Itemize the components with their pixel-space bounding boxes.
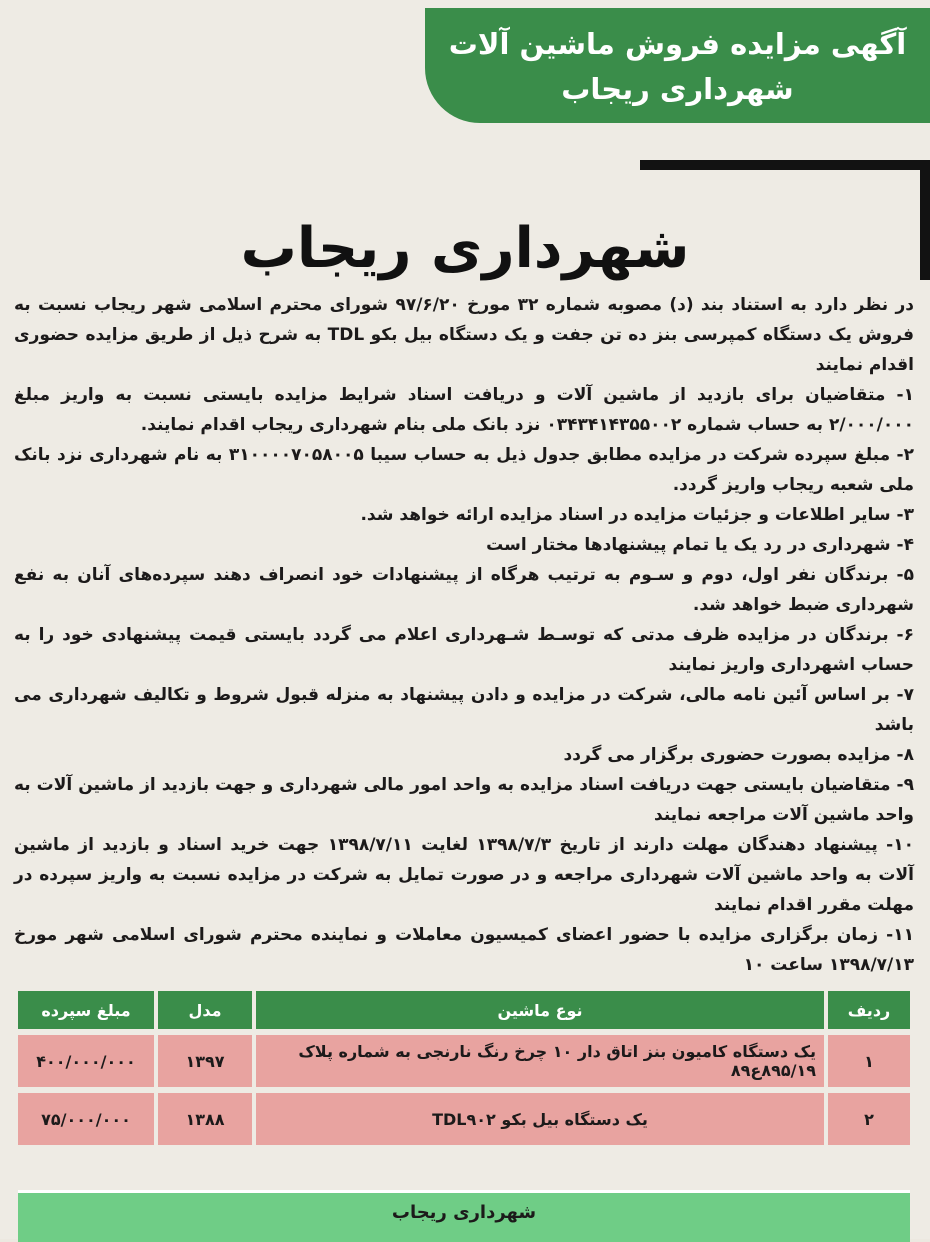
cell-machine-type: یک دستگاه کامیون بنز اتاق دار ۱۰ چرخ رنگ نارنجی به شماره پلاک ۸۹۵/۱۹ع۸۹ [252, 1035, 824, 1087]
header-line-2: شهرداری ریجاب [561, 72, 794, 106]
clause-1: ۱- متقاضیان برای بازدید از ماشین آلات و دریافت اسناد شرایط مزایده بایستی نسبت به واریز مبلغ ۲/۰۰۰/۰۰۰ به حساب شماره ۰۳۴۳۴۱۴۳۵۵۰۰۲ نزد بانک ملی بنام شهرداری ریجاب اقدام نمایند. [14, 385, 914, 435]
machines-table [18, 985, 910, 1151]
clause-2: ۲- مبلغ سپرده شرکت در مزایده مطابق جدول ذیل به حساب سیبا ۳۱۰۰۰۰۷۰۵۸۰۰۵ به نام شهرداری نزد بانک ملی شعبه ریجاب واریز گردد. [14, 445, 915, 495]
table-row [18, 1093, 910, 1145]
clause-10: ۱۰- پیشنهاد دهندگان مهلت دارند از تاریخ ۱۳۹۸/۷/۳ لغایت ۱۳۹۸/۷/۱۱ جهت خرید اسناد و بازدید از ماشین آلات به واحد ماشین آلات شهرداری مراجعه و در صورت تمایل به شرکت در مزایده نسبت به واریز سپرده در مهلت مقرر اقدام نمایند [14, 835, 914, 915]
clause-5: ۵- برندگان نفر اول، دوم و سـوم به ترتیب هرگاه از پیشنهادات خود انصراف دهند سپرده‌های آنان به نفع شهرداری ضبط خواهد شد. [14, 565, 914, 615]
announcement-body [14, 290, 914, 980]
cell-deposit: ۴۰۰/۰۰۰/۰۰۰ [18, 1035, 154, 1087]
clause-9: ۹- متقاضیان بایستی جهت دریافت اسناد مزایده به واحد امور مالی شهرداری و جهت بازدید از ماشین آلات به واحد ماشین آلات مراجعه نمایند [14, 775, 914, 825]
header-line-1: آگهی مزایده فروش ماشین آلات [448, 27, 907, 61]
header-banner [425, 8, 930, 123]
accent-line-horizontal [640, 160, 930, 170]
table-row [18, 1035, 910, 1087]
clause-8: ۸- مزایده بصورت حضوری برگزار می گردد [563, 745, 914, 765]
cell-row-number: ۱ [824, 1035, 910, 1087]
cell-machine-type: یک دستگاه بیل بکو TDL۹۰۲ [252, 1093, 824, 1145]
header-row-number: ردیف [824, 991, 910, 1029]
header-machine-type: نوع ماشین [252, 991, 824, 1029]
table-header-row [18, 991, 910, 1029]
intro-paragraph: در نظر دارد به استناد بند (د) مصوبه شماره ۳۲ مورخ ۹۷/۶/۲۰ شورای محترم اسلامی شهر ریجاب نسبت به فروش یک دستگاه کمپرسی بنز ده تن جفت و یک دستگاه بیل بکو TDL به شرح ذیل از طریق مزایده حضوری اقدام نمایند [14, 295, 914, 375]
page-title: شهرداری ریجاب [240, 216, 690, 281]
clause-4: ۴- شهرداری در رد یک یا تمام پیشنهادها مختار است [486, 535, 914, 555]
cell-deposit: ۷۵/۰۰۰/۰۰۰ [18, 1093, 154, 1145]
clause-11: ۱۱- زمان برگزاری مزایده با حضور اعضای کمیسیون معاملات و نماینده محترم شورای اسلامی شهر مورخ ۱۳۹۸/۷/۱۳ ساعت ۱۰ [14, 925, 914, 975]
cell-row-number: ۲ [824, 1093, 910, 1145]
footer-signature: شهرداری ریجاب [18, 1190, 910, 1242]
clause-7: ۷- بر اساس آئین نامه مالی، شرکت در مزایده و دادن پیشنهاد به منزله قبول شروط و تکالیف شهرداری می باشد [14, 685, 914, 735]
cell-model: ۱۳۸۸ [154, 1093, 252, 1145]
cell-model: ۱۳۹۷ [154, 1035, 252, 1087]
clause-6: ۶- برندگان در مزایده ظرف مدتی که توسـط شـهرداری اعلام می گردد بایستی قیمت پیشنهادی خود را به حساب اشهرداری واریز نمایند [14, 625, 914, 675]
header-model: مدل [154, 991, 252, 1029]
clause-3: ۳- سایر اطلاعات و جزئیات مزایده در اسناد مزایده ارائه خواهد شد. [360, 505, 914, 525]
header-deposit: مبلغ سپرده [18, 991, 154, 1029]
